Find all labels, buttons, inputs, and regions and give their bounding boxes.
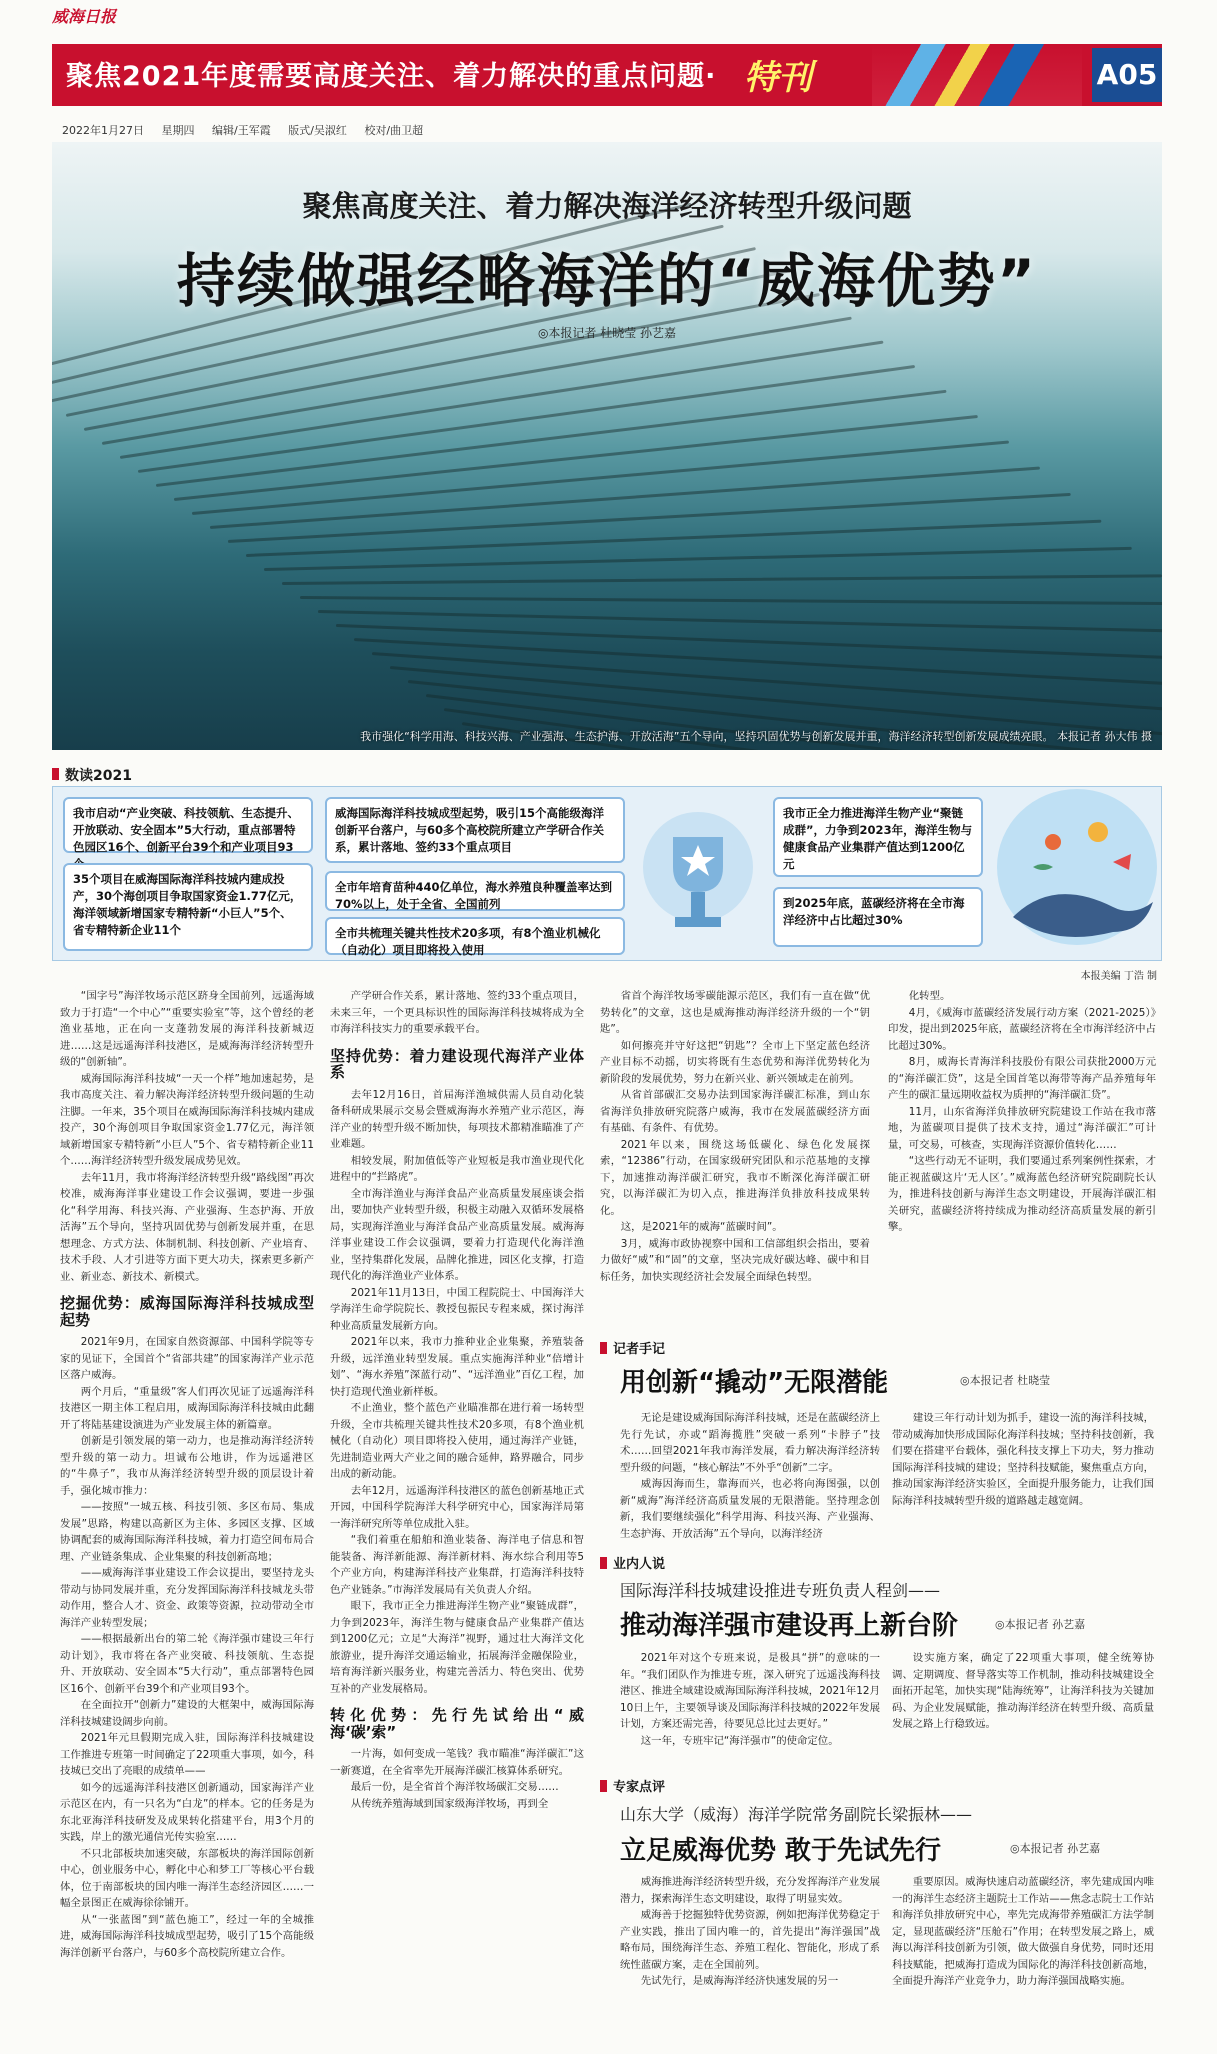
paragraph: 重要原因。威海快速启动蓝碳经济，率先建成国内唯一的海洋生态经济主题院士工作站——焦念志院士工作站和海洋负排放研究中心，率先完成海带养殖碳汇方法学制定，显现蓝碳经济“压舱石”作用；在转型发展之路上，威海以海洋科技创新为引领，做大做强自身优势，同时还用科技赋能，把威海打造成为国际化的海洋科技创新高地，全面提升海洋产业竞争力，助力海洋强国战略实施。 bbox=[892, 1876, 1154, 1987]
paragraph: 省首个海洋牧场零碳能源示范区，我们有一直在做“优势转化”的文章，这也是威海推动海洋经济升级的一个“钥匙”。 bbox=[600, 990, 870, 1035]
sidebar-tag-expert: 专家点评 bbox=[600, 1776, 665, 1795]
marine-life-illustration bbox=[993, 787, 1161, 959]
paragraph: 3月，威海市政协视察中国和工信部组织会指出，要着力做好“威”和“固”的文章，坚决完成好碳达峰、碳中和目标任务，加快实现经济社会发展全面绿色转型。 bbox=[600, 1237, 870, 1283]
article-column-3 bbox=[600, 988, 870, 1333]
paragraph: 8月，威海长青海洋科技股份有限公司获批2000万元的“海洋碳汇贷”，这是全国首笔以海带等海产品养殖每年产生的碳汇量远期收益权为质押的“海洋碳汇贷”。 bbox=[888, 1056, 1156, 1101]
paragraph: 建设三年行动计划为抓手，建设一流的海洋科技城，带动威海加快形成国际化海洋科技城；坚持科技创新，我们要在搭建平台载体，强化科技支撑上下功夫，努力推动国际海洋科技城的建设；坚持科技赋能，聚焦重点方向，推动国家海洋经济实验区，全面提升服务能力，让我们国际海洋科技城转型升级的道路越走越宽阔。 bbox=[892, 1412, 1154, 1507]
subheading: 挖掘优势：威海国际海洋科技城成型起势 bbox=[60, 1294, 314, 1329]
data-card-4: 全市年培育苗种440亿单位，海水养殖良种覆盖率达到70%以上，处于全省、全国前列 bbox=[325, 871, 625, 911]
paragraph: “国字号”海洋牧场示范区跻身全国前列，远遥海域致力于打造“一个中心”“重要实验室”等，这个曾经的老渔业基地，正在向一支蓬勃发展的海洋科技新城迈进……这是远遥海洋科技港区，是威海海洋经济转型升级的“创新轴”。 bbox=[60, 990, 314, 1068]
aquaculture-rope bbox=[300, 596, 1162, 605]
paragraph: 4月，《威海市蓝碳经济发展行动方案（2021-2025）》印发，提出到2025年底，蓝碳经济将在全市海洋经济中占比超过30%。 bbox=[888, 1006, 1156, 1052]
paragraph: 全市海洋渔业与海洋食品产业高质量发展座谈会指出，要加快产业转型升级，积极主动融入双循环发展格局，实现海洋渔业与海洋食品产业高质量发展。威海海洋事业建设工作会议强调，要着力打造现代化海洋渔业，坚持集群化发展，品牌化推进，园区化支撑，打造现代化的海洋渔业产业体系。 bbox=[330, 1187, 584, 1282]
paragraph: 无论是建设威海国际海洋科技城，还是在蓝碳经济上先行先试，亦或“蹈海揽胜”突破一系列“卡脖子”技术……回望2021年我市海洋发展，看力解决海洋经济转型升级的问题，“核心解法”不外乎“创新”二字。 bbox=[620, 1412, 880, 1474]
page-number: A05 bbox=[1092, 48, 1162, 102]
paragraph: 产学研合作关系，累计落地、签约33个重点项目，未来三年，一个更具标识性的国际海洋科技城将成为全市海洋科技实力的重要承载平台。 bbox=[330, 990, 584, 1035]
paragraph: 相较发展，附加值低等产业短板是我市渔业现代化进程中的“拦路虎”。 bbox=[330, 1154, 584, 1183]
paragraph: ——根据最新出台的第二轮《海洋强市建设三年行动计划》，我市将在各产业突破、科技领航、生态提升、开放联动、安全固本“5大行动”，重点部署特色园区16个、创新平台39个和产业项目93个。 bbox=[60, 1633, 314, 1695]
paragraph: 2021年对这个专班来说，是极具“拼”的意味的一年。“我们团队作为推进专班，深入研究了远遥浅海科技港区、推进全域建设威海国际海洋科技城，2021年12月10日上午，主要领导谈及国际海洋科技城的2022年发展计划，方案还需完善，待要见总比过去更好。” bbox=[620, 1652, 880, 1730]
aquaculture-rope bbox=[156, 390, 947, 487]
paragraph: 在全面拉开“创新力”建设的大框架中，威海国际海洋科技城建设阔步向前。 bbox=[60, 1699, 314, 1728]
sidebar-byline-3: ◎本报记者 孙艺嘉 bbox=[1010, 1842, 1101, 1855]
paragraph: 先试先行，是威海海洋经济快速发展的另一 bbox=[640, 1975, 839, 1987]
section-banner bbox=[52, 44, 1162, 106]
sidebar-tag-reporter-note: 记者手记 bbox=[600, 1338, 665, 1357]
issue-weekday: 星期四 bbox=[161, 124, 195, 137]
sidebar-tag-insider: 业内人说 bbox=[600, 1553, 665, 1572]
paragraph: 设实施方案，确定了22项重大事项，健全统筹协调、定期调度、督导落实等工作机制，推动科技城建设全面拓开起笔，加快实现“陆海统筹”，让海洋科技为关键加码、为企业发展赋能，推动海洋经济在转型升级、高质量发展之路上行稳致远。 bbox=[892, 1652, 1154, 1730]
paragraph: 不只北部板块加速突破，东部板块的海洋国际创新中心，创业服务中心，孵化中心和梦工厂等核心平台载体，位于南部板块的国内唯一海洋生态经济园区……一幅全景图正在威海徐徐铺开。 bbox=[60, 1847, 314, 1909]
paragraph: 如何擦亮并守好这把“钥匙”？全市上下坚定蓝色经济产业目标不动摇，切实将既有生态优势和海洋优势转化为新阶段的发展优势，努力在新兴业、新兴领域走在前列。 bbox=[600, 1039, 870, 1085]
paragraph: 最后一份，是全省首个海洋牧场碳汇交易…… bbox=[350, 1781, 559, 1793]
paragraph: 2021年以来，围绕这场低碳化、绿色化发展探索，“12386”行动，在国家级研究团队和示范基地的支撑下，加速推动海洋碳汇研究，我市不断深化海洋碳汇研究，以海洋碳汇为切入点，推进海洋负排放科技成果转化。 bbox=[600, 1138, 870, 1217]
paragraph: 一片海，如何变成一笔钱？我市瞄准“海洋碳汇”这一新赛道，在全省率先开展海洋碳汇核算体系研究。 bbox=[330, 1748, 584, 1777]
sidebar-article-1-col-a bbox=[620, 1410, 880, 1542]
masthead bbox=[0, 0, 1217, 28]
paragraph: 眼下，我市正全力推进海洋生物产业“聚链成群”，力争到2023年，海洋生物与健康食品产业集群产值达到1200亿元；立足“大海洋”视野，通过壮大海洋文化旅游业，提升海洋交通运输业，拓展海洋金融保险业，培育海洋新兴服务业，构建完善活力、特色突出、优势互补的产业发展格局。 bbox=[330, 1600, 584, 1695]
subheading: 坚持优势：着力建设现代海洋产业体系 bbox=[330, 1046, 584, 1081]
paragraph: 创新是引领发展的第一动力，也是推动海洋经济转型升级的第一动力。坦诚布公地讲，作为远遥港区的“牛鼻子”，我市从海洋经济转型升级的顶层设计着手，强化城市推力： bbox=[60, 1435, 314, 1497]
sidebar-title-3: 立足威海优势 敢于先试先行 bbox=[620, 1836, 942, 1866]
sidebar-subtitle-3: 山东大学（威海）海洋学院常务副院长梁振林—— bbox=[620, 1805, 973, 1824]
headline-byline: ◎本报记者 杜晓莹 孙艺嘉 bbox=[537, 326, 677, 340]
article-column-2 bbox=[330, 988, 584, 2034]
headline-kicker: 聚焦高度关注、着力解决海洋经济转型升级问题 bbox=[302, 189, 912, 223]
data-card-5: 全市共梳理关键共性技术20多项，有8个渔业机械化（自动化）项目即将投入使用 bbox=[325, 917, 625, 955]
sidebar-article-2-col-b bbox=[892, 1650, 1154, 1766]
hero-photo bbox=[52, 142, 1162, 750]
sidebar-byline-1: ◎本报记者 杜晓莹 bbox=[960, 1374, 1051, 1387]
paragraph: 去年12月16日，首届海洋渔城供需人员自动化装备科研成果展示交易会暨威海海水养殖产业示范区，海洋产业的转型升级不断加快，每项技术都精准瞄准了产业难题。 bbox=[330, 1088, 584, 1150]
newspaper-logo: 威海日报 bbox=[52, 7, 117, 26]
graphic-credit: 本报美编 丁浩 制 bbox=[1080, 971, 1157, 982]
data-card-7: 到2025年底，蓝碳经济将在全市海洋经济中占比超过30% bbox=[773, 887, 983, 947]
issue-editor: 编辑/王军霞 bbox=[212, 124, 271, 137]
aquaculture-rope bbox=[282, 574, 1162, 585]
data-section-tag: 数读2021 bbox=[52, 765, 132, 785]
paragraph: ——按照“一城五核、科技引领、多区布局、集成发展”思路，构建以高新区为主体、多园区支撑、区域协调配套的威海国际海洋科技城，着力打造空间布局合理、产业链条集成、企业集聚的科技创新高地； bbox=[60, 1501, 314, 1563]
paragraph: 2021年11月13日，中国工程院院士、中国海洋大学海洋生命学院院长、教授包振民专程来威，探讨海洋种业高质量发展新方向。 bbox=[330, 1286, 584, 1332]
paragraph: 如今的远遥海洋科技港区创新通动，国家海洋产业示范区在内，有一只名为“白龙”的样本。它的任务是为东北亚海洋科技研发及成果转化搭建平台，用3个月的实践，岸上的激光通信光传实验室…… bbox=[60, 1781, 314, 1843]
subheading: 转化优势：先行先试给出“威海‘碳’索” bbox=[330, 1706, 584, 1741]
paragraph: 化转型。 bbox=[908, 990, 951, 1002]
article-column-4 bbox=[888, 988, 1156, 1333]
sidebar-article-3-col-a bbox=[620, 1874, 880, 2034]
data-card-1: 我市启动“产业突破、科技领航、生态提升、开放联动、安全固本”5大行动，重点部署特色园区16个、创新平台39个和产业项目93 bbox=[63, 797, 313, 853]
aquaculture-rope bbox=[174, 415, 978, 501]
issue-layout: 版式/吴淑红 bbox=[288, 124, 347, 137]
paragraph: 这一年，专班牢记“海洋强市”的使命定位。 bbox=[640, 1734, 839, 1747]
paragraph: 威海因海而生，靠海而兴，也必将向海图强，以创新“威海”海洋经济高质量发展的无限潜能。坚持理念创新，我们要继续强化“科学用海、科技兴海、产业强海、生态护海、开放活海”五个导向，以海洋经济 bbox=[620, 1478, 880, 1540]
paragraph: 11月，山东省海洋负排放研究院建设工作站在我市落地，为蓝碳项目提供了技术支持，通过“海洋碳汇”可计量，可交易，可核查，实现海洋资源价值转化…… bbox=[888, 1105, 1156, 1151]
data-card-2: 35个项目在威海国际海洋科技城内建成投产，30个海创项目争取国家资金1.77亿元，海洋领域新增国家专精特新“小巨人”5个、省专精特新企业11个 bbox=[63, 863, 313, 951]
paragraph: ——威海海洋事业建设工作会议提出，要坚持龙头带动与协同发展并重，充分发挥国际海洋科技城龙头带动作用，整合人才、资金、政策等资源，拉动带动全市海洋产业转型发展； bbox=[60, 1567, 314, 1629]
paragraph: “这些行动无不证明，我们要通过系列案例性探索，才能正视蓝碳这片‘无人区’。”威海蓝色经济研究院副院长认为，推进科技创新与海洋生态文明建设，开展海洋碳汇相关研究，蓝碳经济将持续成为推动经济高质量发展的新引擎。 bbox=[888, 1155, 1156, 1233]
banner-title: 聚焦2021年度需要高度关注、着力解决的重点问题· bbox=[66, 61, 717, 92]
trophy-illustration bbox=[633, 797, 763, 952]
paragraph: 两个月后，“重量级”客人们再次见证了远遥海洋科技港区一期主体工程启用，威海国际海洋科技城由此翻开了将陆基建设演进为产业发展主体的新篇章。 bbox=[60, 1385, 314, 1431]
paragraph: 从省首部碳汇交易办法到国家海洋碳汇标准，到山东省海洋负排放研究院落户威海，我市在发展蓝碳经济方面有基础、有条件、有优势。 bbox=[600, 1089, 870, 1134]
paragraph: 从“一张蓝图”到“蓝色施工”，经过一年的全城推进，威海国际海洋科技城成型起势，吸引了15个高能级海洋创新平台落户，与60多个高校院所建立合作。 bbox=[60, 1913, 314, 1959]
paragraph: “我们着重在船舶和渔业装备、海洋电子信息和智能装备、海洋新能源、海洋新材料、海水综合利用等5个产业方向，构建海洋科技产业集群，打造海洋科技特色产业链条。”市海洋发展局有关负责人介绍。 bbox=[330, 1534, 584, 1596]
sidebar-article-2-col-a bbox=[620, 1650, 880, 1766]
paragraph: 这，是2021年的威海“蓝碳时间”。 bbox=[620, 1221, 783, 1233]
issue-meta bbox=[62, 122, 437, 138]
data-infographic bbox=[52, 786, 1162, 961]
sidebar-title-1: 用创新“撬动”无限潜能 bbox=[620, 1368, 889, 1398]
issue-date: 2022年1月27日 bbox=[62, 124, 144, 137]
sidebar-subtitle-2: 国际海洋科技城建设推进专班负责人程剑—— bbox=[620, 1581, 941, 1600]
sidebar-byline-2: ◎本报记者 孙艺嘉 bbox=[995, 1618, 1086, 1631]
paragraph: 威海国际海洋科技城“一天一个样”地加速起势，是我市高度关注、着力解决海洋经济转型升级问题的生动注脚。一年来，35个项目在威海国际海洋科技城内建成投产，30个海创项目争取国家资金1.77亿元，海洋领域新增国家专精特新“小巨人”5个、省专精特新企业11个……海洋经济转型升级发展成势见效。 bbox=[60, 1072, 314, 1167]
paragraph: 2021年元旦假期完成入驻，国际海洋科技城建设工作推进专班第一时间确定了22项重大事项，如今，科技城已交出了亮眼的成绩单—— bbox=[60, 1732, 314, 1777]
paragraph: 不止渔业，整个蓝色产业瞄准都在进行着一场转型升级，全市共梳理关键共性技术20多项，有8个渔业机械化（自动化）项目即将投入使用，通过海洋产业链，先进制造业两大产业之间的融合延伸，路界融合，同步出成的新动能。 bbox=[330, 1402, 584, 1480]
sidebar-title-2: 推动海洋强市建设再上新台阶 bbox=[620, 1611, 959, 1641]
paragraph: 去年12月，远遥海洋科技港区的蓝色创新基地正式开园，中国科学院海洋大科学研究中心，国家海洋局第一海洋研究所等单位成批入驻。 bbox=[330, 1484, 584, 1530]
paragraph: 去年11月，我市将海洋经济转型升级“路线图”再次校准，威海海洋事业建设工作会议强调，要进一步强化“科学用海、科技兴海、产业强海、生态护海、开放活海”五个导向，坚持巩固优势与创新发展并重，在思想理念、方式方法、体制机制、科技创新、产业培育、技术手段、人才引进等方面下更大功夫，探索更多新产业、新业态、新技术、新模式。 bbox=[60, 1171, 314, 1283]
photo-caption: 我市强化“科学用海、科技兴海、产业强海、生态护海、开放活海”五个导向，坚持巩固优势与创新发展并重，海洋经济转型创新发展成绩亮眼。 本报记者 孙大伟 摄 bbox=[360, 730, 1152, 743]
paragraph: 威海善于挖掘独特优势资源，例如把海洋优势稳定于产业实践，推出了国内唯一的，首先提出“海洋强国”战略布局，围绕海洋生态、养殖工程化、智能化，形成了系统性蓝碳方案，走在全国前列。 bbox=[620, 1909, 880, 1971]
paragraph: 2021年9月，在国家自然资源部、中国科学院等专家的见证下，全国首个“省部共建”的国家海洋产业示范区落户威海。 bbox=[60, 1336, 314, 1381]
paragraph: 威海推进海洋经济转型升级，充分发挥海洋产业发展潜力，探索海洋生态文明建设，取得了明显实效。 bbox=[620, 1876, 880, 1905]
data-card-3: 威海国际海洋科技城成型起势，吸引15个高能级海洋创新平台落户，与60多个高校院所建立产学研合作关系，累计落地、签约33个重点项目 bbox=[325, 797, 625, 863]
banner-decoration bbox=[872, 44, 1082, 106]
main-headline: 持续做强经略海洋的“威海优势” bbox=[176, 247, 1038, 315]
sidebar-article-3-col-b bbox=[892, 1874, 1154, 2034]
paragraph: 2021年以来，我市力推种业企业集聚，养殖装备升级，远洋渔业转型发展。重点实施海洋种业“倍增计划”、“海水养殖”深蓝行动”、“远洋渔业”百亿工程，加快打造现代渔业新样板。 bbox=[330, 1336, 584, 1398]
aquaculture-rope bbox=[354, 638, 1162, 691]
paragraph: 从传统养殖海域到国家级海洋牧场，再到全 bbox=[350, 1797, 549, 1810]
issue-proof: 校对/曲卫超 bbox=[364, 124, 424, 137]
banner-special-label: 特刊 bbox=[744, 58, 812, 98]
sidebar-article-1-col-b bbox=[892, 1410, 1154, 1542]
data-card-6: 我市正全力推进海洋生物产业“聚链成群”，力争到2023年，海洋生物与健康食品产业集群产值达到1200亿元 bbox=[773, 797, 983, 877]
article-column-1 bbox=[60, 988, 314, 2034]
